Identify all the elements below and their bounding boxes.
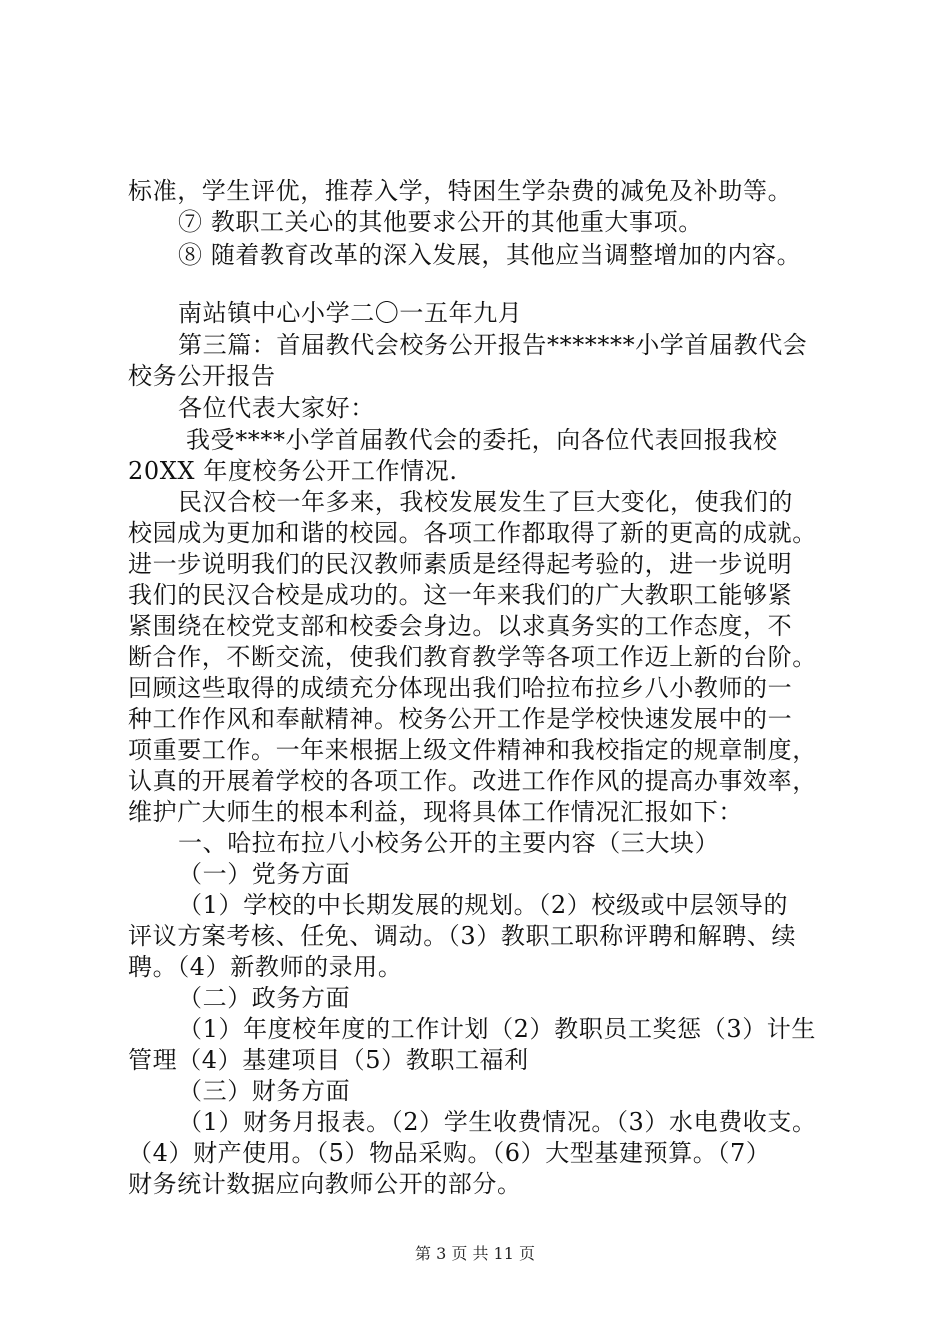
text-line: 认真的开展着学校的各项工作。改进工作作风的提高办事效率，: [128, 767, 817, 795]
text-line: 管理（4）基建项目（5）教职工福利: [128, 1046, 529, 1074]
text-line: （1）学校的中长期发展的规划。（2）校级或中层领导的: [178, 891, 789, 919]
page-indicator: 第 3 页 共 11 页: [415, 1244, 535, 1263]
text-line: ⑧ 随着教育改革的深入发展，其他应当调整增加的内容。: [178, 241, 802, 269]
text-line: 维护广大师生的根本利益，现将具体工作情况汇报如下：: [128, 798, 743, 826]
text-line: （4）财产使用。（5）物品采购。（6）大型基建预算。（7）: [128, 1139, 771, 1167]
text-line: 种工作作风和奉献精神。校务公开工作是学校快速发展中的一: [128, 705, 793, 733]
section-heading-continued: 校务公开报告: [128, 362, 276, 390]
salutation: 各位代表大家好：: [178, 394, 375, 422]
text-line: 标准，学生评优，推荐入学，特困生学杂费的减免及补助等。: [128, 177, 793, 205]
text-line: 民汉合校一年多来，我校发展发生了巨大变化，使我们的: [178, 488, 793, 516]
subheading: （二）政务方面: [178, 984, 351, 1012]
section-heading: 第三篇：首届教代会校务公开报告*******小学首届教代会: [178, 331, 808, 359]
subheading: （三）财务方面: [178, 1077, 351, 1105]
text-line: 断合作，不断交流，使我们教育教学等各项工作迈上新的台阶。: [128, 643, 817, 671]
text-line: 紧围绕在校党支部和校委会身边。以求真务实的工作态度，不: [128, 612, 793, 640]
text-line: 我受****小学首届教代会的委托，向各位代表回报我校: [186, 426, 778, 454]
subheading: （一）党务方面: [178, 860, 351, 888]
text-line: 财务统计数据应向教师公开的部分。: [128, 1170, 522, 1198]
text-line: （1）年度校年度的工作计划（2）教职员工奖惩（3）计生: [178, 1015, 817, 1043]
text-line: 进一步说明我们的民汉教师素质是经得起考验的，进一步说明: [128, 550, 793, 578]
signature-line: 南站镇中心小学二〇一五年九月: [178, 299, 523, 327]
text-line: （1）财务月报表。（2）学生收费情况。（3）水电费收支。: [178, 1108, 817, 1136]
text-line: 校园成为更加和谐的校园。各项工作都取得了新的更高的成就。: [128, 519, 817, 547]
text-line: 回顾这些取得的成绩充分体现出我们哈拉布拉乡八小教师的一: [128, 674, 793, 702]
text-line: 聘。（4）新教师的录用。: [128, 953, 403, 981]
text-line: 20XX 年度校务公开工作情况.: [128, 457, 458, 485]
subheading: 一、哈拉布拉八小校务公开的主要内容（三大块）: [178, 829, 720, 857]
text-line: 我们的民汉合校是成功的。这一年来我们的广大教职工能够紧: [128, 581, 793, 609]
text-line: 评议方案考核、任免、调动。（3）教职工职称评聘和解聘、续: [128, 922, 797, 950]
text-line: 项重要工作。一年来根据上级文件精神和我校指定的规章制度，: [128, 736, 817, 764]
text-line: ⑦ 教职工关心的其他要求公开的其他重大事项。: [178, 208, 703, 236]
